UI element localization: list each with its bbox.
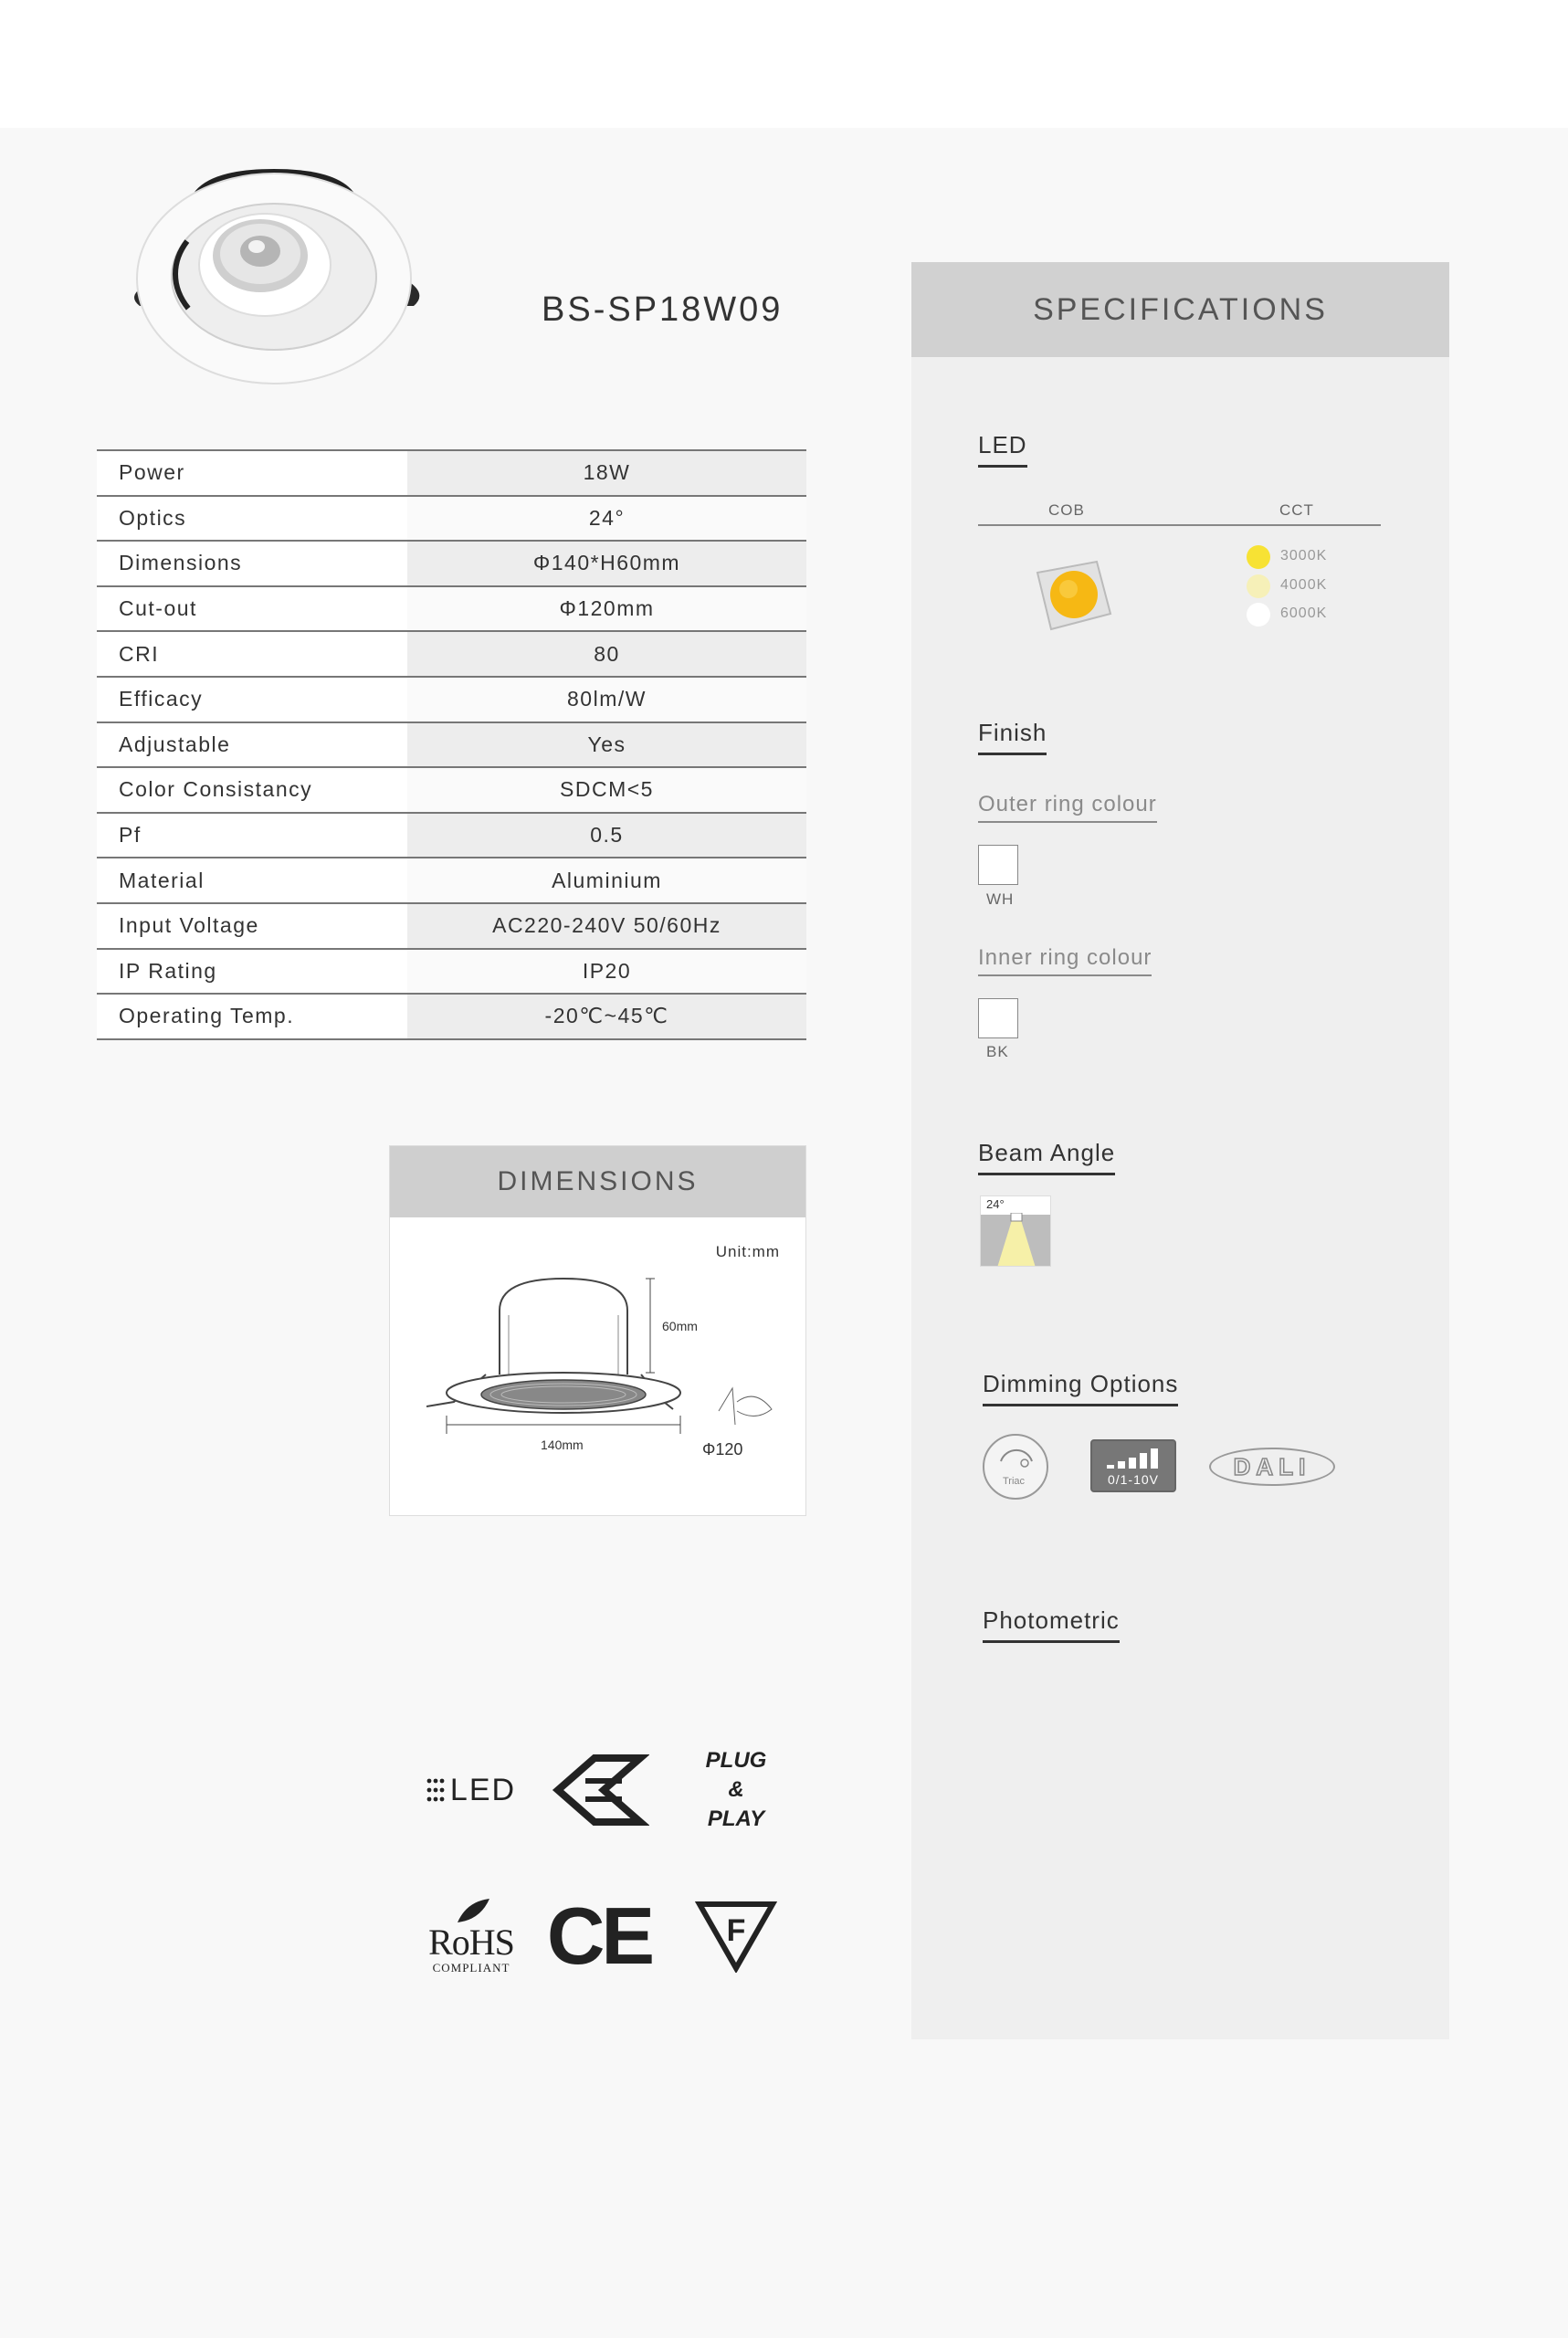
spec-row: [97, 722, 806, 768]
dimensions-drawing: [426, 1274, 792, 1493]
spec-value: Φ120mm: [407, 586, 806, 632]
spec-label: Dimensions: [97, 541, 407, 586]
triac-label: Triac: [1003, 1476, 1026, 1487]
beam-angle-value: 24°: [986, 1197, 1005, 1211]
spec-value: 0.5: [407, 813, 806, 858]
and-text: &: [728, 1777, 744, 1802]
spec-row: [97, 541, 806, 586]
specifications-title: SPECIFICATIONS: [911, 262, 1449, 357]
led-dots-icon: [426, 1778, 445, 1802]
outer-ring-code: WH: [986, 890, 1015, 908]
spec-value: AC220-240V 50/60Hz: [407, 903, 806, 949]
led-section-title: LED: [978, 431, 1027, 468]
spec-label: Optics: [97, 496, 407, 542]
play-text: PLAY: [707, 1806, 765, 1831]
dimensions-unit: Unit:mm: [715, 1243, 780, 1260]
finish-section-title: Finish: [978, 719, 1047, 755]
spec-value: 80lm/W: [407, 677, 806, 722]
f-mark-text: F: [726, 1913, 746, 1948]
led-logo-text: LED: [449, 1772, 517, 1807]
spec-value: SDCM<5: [407, 767, 806, 813]
inner-ring-code: BK: [986, 1043, 1009, 1060]
spec-label: IP Rating: [97, 949, 407, 995]
spec-row: [97, 586, 806, 632]
beam-angle-title: Beam Angle: [978, 1139, 1115, 1175]
inner-ring-swatch[interactable]: [978, 998, 1018, 1038]
rohs-compliant-text: COMPLIANT: [432, 1961, 510, 1975]
cct-label: 4000K: [1280, 577, 1328, 593]
cutout-label: Φ120: [702, 1440, 743, 1459]
spec-row: [97, 949, 806, 995]
width-label: 140mm: [541, 1438, 584, 1452]
dimming-title: Dimming Options: [983, 1370, 1178, 1406]
spec-row: [97, 903, 806, 949]
cob-column-label: COB: [1048, 501, 1085, 519]
enec-icon: [535, 1726, 663, 1854]
spec-value: 18W: [407, 450, 806, 496]
spec-value: Aluminium: [407, 858, 806, 903]
spec-value: -20℃~45℃: [407, 994, 806, 1039]
spec-label: Input Voltage: [97, 903, 407, 949]
spec-row: [97, 994, 806, 1039]
led-divider: [978, 524, 1381, 526]
cct-label: 3000K: [1280, 548, 1328, 563]
spec-row: [97, 496, 806, 542]
spec-label: Efficacy: [97, 677, 407, 722]
spec-row: [97, 813, 806, 858]
cct-column-label: CCT: [1279, 501, 1314, 519]
spec-label: Power: [97, 450, 407, 496]
spec-value: 80: [407, 631, 806, 677]
specifications-panel: [911, 262, 1449, 2039]
spec-label: CRI: [97, 631, 407, 677]
rohs-logo: [407, 1872, 535, 2000]
spec-label: Color Consistancy: [97, 767, 407, 813]
certifications: [389, 1726, 818, 2027]
spec-row: [97, 767, 806, 813]
analog-dimming-label: 0/1-10V: [1107, 1472, 1160, 1487]
product-image: [87, 160, 461, 397]
beam-angle-icon: [980, 1195, 1051, 1267]
spec-row: [97, 631, 806, 677]
analog-dimming-icon: [1090, 1439, 1176, 1492]
plug-and-play-logo: [672, 1726, 800, 1854]
led-logo: [407, 1726, 535, 1854]
f-mark-logo: [672, 1872, 800, 2000]
cct-swatch[interactable]: [1247, 574, 1270, 598]
outer-ring-label: Outer ring colour: [978, 792, 1157, 823]
rohs-text: RoHS: [428, 1922, 514, 1963]
plug-text: PLUG: [705, 1748, 767, 1773]
spec-label: Material: [97, 858, 407, 903]
model-number: BS-SP18W09: [542, 290, 784, 329]
spec-row: [97, 858, 806, 903]
spec-label: Pf: [97, 813, 407, 858]
cct-swatch[interactable]: [1247, 603, 1270, 627]
dimensions-title: DIMENSIONS: [390, 1146, 805, 1217]
cob-chip-icon: [1019, 554, 1115, 637]
spec-label: Cut-out: [97, 586, 407, 632]
spec-table: [97, 449, 806, 1040]
height-label: 60mm: [662, 1319, 698, 1333]
cct-label: 6000K: [1280, 606, 1328, 621]
leaf-icon: [448, 1897, 494, 1924]
spec-row: [97, 450, 806, 496]
spec-value: Φ140*H60mm: [407, 541, 806, 586]
triac-icon: [983, 1434, 1048, 1500]
spec-value: 24°: [407, 496, 806, 542]
ce-logo: CE: [546, 1890, 652, 1981]
spec-label: Adjustable: [97, 722, 407, 768]
spec-row: [97, 677, 806, 722]
spec-value: IP20: [407, 949, 806, 995]
dimensions-panel: [389, 1145, 806, 1516]
inner-ring-label: Inner ring colour: [978, 945, 1152, 976]
cct-swatch[interactable]: [1247, 545, 1270, 569]
outer-ring-swatch[interactable]: [978, 845, 1018, 885]
spec-value: Yes: [407, 722, 806, 768]
dali-logo: DALI: [1209, 1448, 1335, 1486]
spec-label: Operating Temp.: [97, 994, 407, 1039]
photometric-title: Photometric: [983, 1606, 1120, 1643]
